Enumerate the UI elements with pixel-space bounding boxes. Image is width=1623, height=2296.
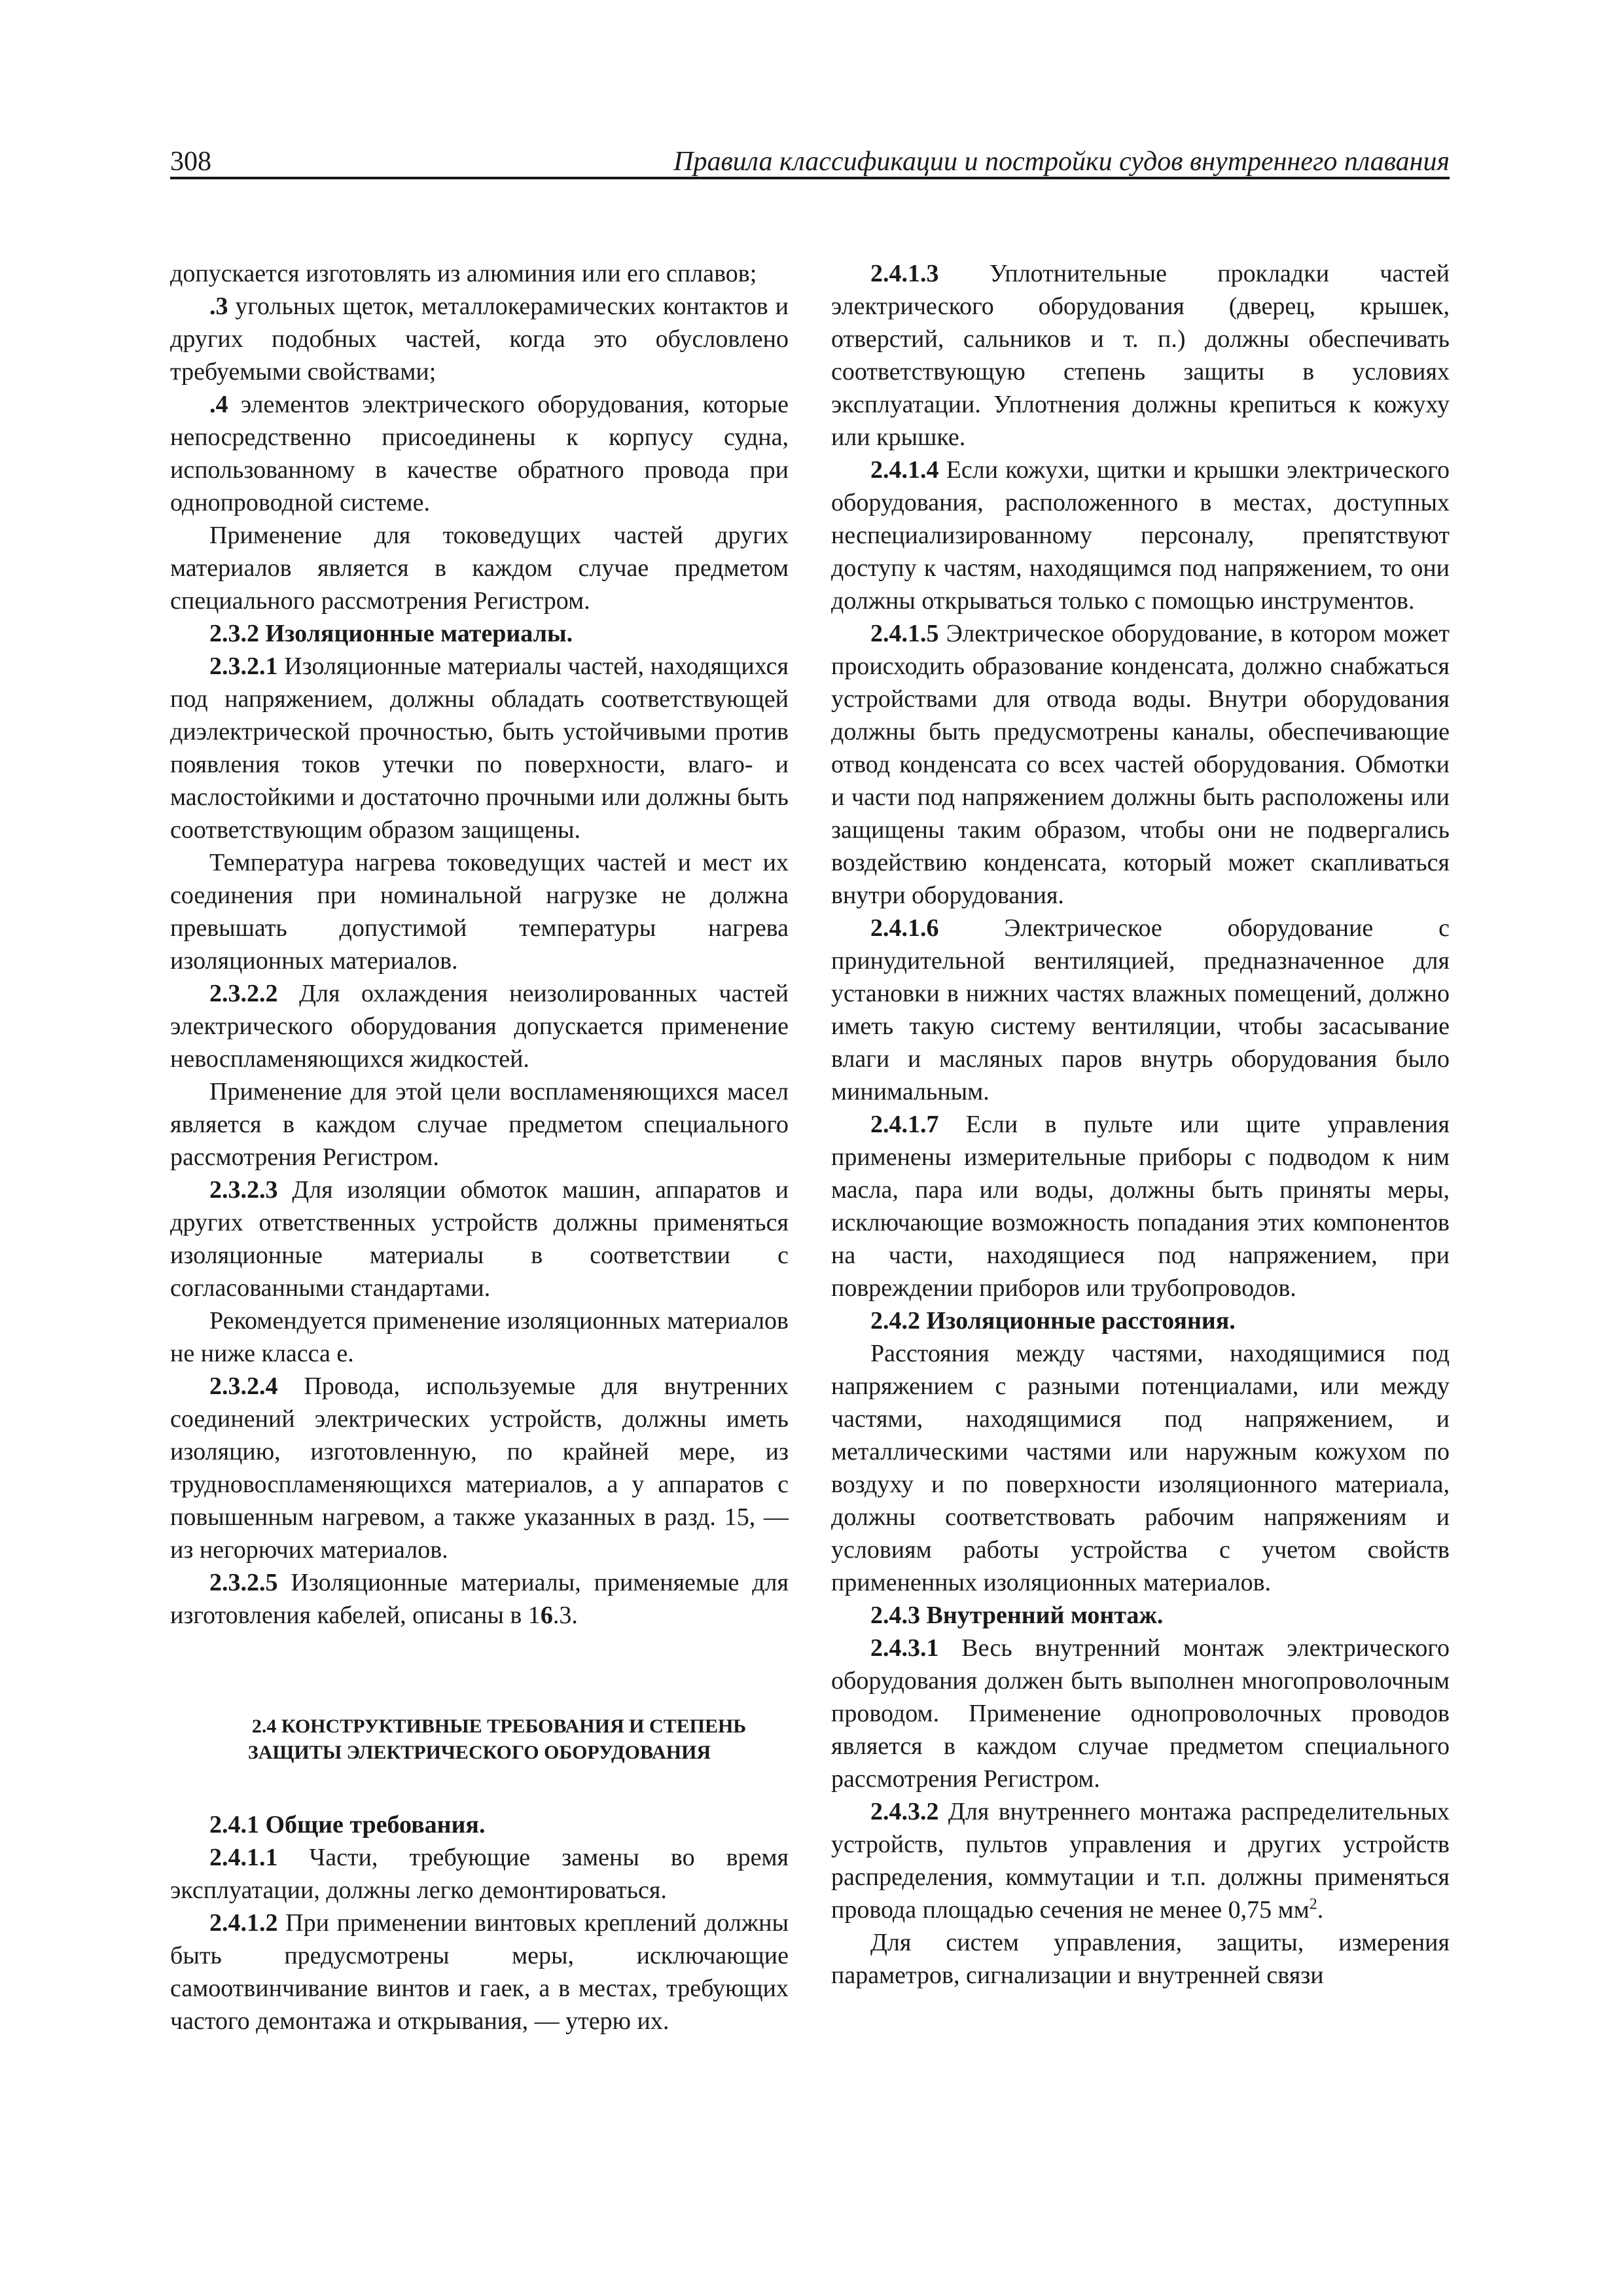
clause: 2.4.1.2 При применении винтовых креплений должны быть предусмотрены меры, исключающие самоотвинчивание винтов и гаек, а в местах, требующих частого демонтажа и открывания, — утерю их. [170,1909,789,2035]
clause: 2.4.1.6 Электрическое оборудование с принудительной вентиляцией, предназначенное для установки в нижних частях влажных помещений, должно иметь такую систему вентиляции, чтобы засасывание влаги и масляных паров внутрь оборудования было минимальным. [831,914,1450,1105]
subsection-heading: 2.4.3 Внутренний монтаж. [870,1602,1164,1629]
paragraph: Рекомендуется применение изоляционных материалов не ниже класса е. [170,1307,789,1367]
clause: 2.3.2.1 Изоляционные материалы частей, находящихся под напряжением, должны обладать соответствующей диэлектрической прочностью, быть устойчивыми против появления токов утечки по поверхности, влаго- и маслостойкими и достаточно прочными или должны быть соответствующим образом защищены. [170,653,789,844]
list-item: .3 угольных щеток, металлокерамических контактов и других подобных частей, когда это обусловлено требуемыми свойствами; [170,293,789,386]
left-column [170,257,789,2037]
clause: 2.4.1.1 Части, требующие замены во время эксплуатации, должны легко демонтироваться. [170,1844,789,1904]
clause: 2.4.1.3 Уплотнительные прокладки частей электрического оборудования (дверец, крышек, отверстий, сальников и т. п.) должны обеспечивать соответствующую степень защиты в условиях эксплуатации. Уплотнения должны крепиться к кожуху или крышке. [831,260,1450,451]
clause: 2.4.1.5 Электрическое оборудование, в котором может происходить образование конденсата, должно снабжаться устройствами для отвода воды. Внутри оборудования должны быть предусмотрены каналы, обеспечивающие отвод конденсата со всех частей оборудования. Обмотки и части под напряжением должны быть расположены или защищены таким образом, чтобы они не подвергались воздействию конденсата, который может скапливаться внутри оборудования. [831,620,1450,909]
clause: 2.4.3.1 Весь внутренний монтаж электрического оборудования должен быть выполнен многопроволочным проводом. Применение однопроволочных проводов является в каждом случае предметом специального рассмотрения Регистром. [831,1634,1450,1793]
clause: 2.3.2.3 Для изоляции обмоток машин, аппаратов и других ответственных устройств должны применяться изоляционные материалы в соответствии с согласованными стандартами. [170,1176,789,1302]
paragraph: Применение для этой цели воспламеняющихся масел является в каждом случае предметом специального рассмотрения Регистром. [170,1078,789,1171]
clause: 2.4.1.4 Если кожухи, щитки и крышки электрического оборудования, расположенного в местах, доступных неспециализированному персоналу, препятствуют доступу к частям, находящимся под напряжением, то они должны открываться только с помощью инструментов. [831,456,1450,615]
section-title: 2.4 КОНСТРУКТИВНЫЕ ТРЕБОВАНИЯ И СТЕПЕНЬ ЗАЩИТЫ ЭЛЕКТРИЧЕСКОГО ОБОРУДОВАНИЯ [247,1715,747,1763]
paragraph: допускается изготовлять из алюминия или его сплавов; [170,260,757,287]
subsection-heading: 2.4.2 Изоляционные расстояния. [870,1307,1236,1335]
clause: 2.4.1.7 Если в пульте или щите управления применены измерительные приборы с подводом к ним масла, пара или воды, должны быть приняты меры, исключающие возможность попадания этих компонентов на части, находящиеся под напряжением, при повреждении приборов или трубопроводов. [831,1111,1450,1302]
right-column [831,257,1450,1992]
page-number: 308 [170,147,211,177]
paragraph: Температура нагрева токоведущих частей и мест их соединения при номинальной нагрузке не должна превышать допустимой температуры нагрева изоляционных материалов. [170,849,789,975]
subsection-heading: 2.3.2 Изоляционные материалы. [209,620,573,647]
clause: 2.3.2.4 Провода, используемые для внутренних соединений электрических устройств, должны иметь изоляцию, изготовленную, по крайней мере, из трудновоспламеняющихся материалов, а у аппаратов с повышенным нагревом, а также указанных в разд. 15, — из негорючих материалов. [170,1372,789,1564]
paragraph: Применение для токоведущих частей других материалов является в каждом случае предметом специального рассмотрения Регистром. [170,522,789,615]
header-rule [170,177,1450,179]
clause: 2.3.2.5 Изоляционные материалы, применяемые для изготовления кабелей, описаны в 16.3. [170,1569,789,1629]
clause: 2.3.2.2 Для охлаждения неизолированных частей электрического оборудования допускается применение невоспламеняющихся жидкостей. [170,980,789,1073]
clause: 2.4.3.2 Для внутреннего монтажа распределительных устройств, пультов управления и других устройств распределения, коммутации и т.п. должны применяться провода площадью сечения не менее 0,75 $мм^2$. [831,1798,1450,1924]
running-title: Правила классификации и постройки судов внутреннего плавания [673,147,1450,177]
list-item: .4 элементов электрического оборудования, которые непосредственно присоединены к корпусу судна, использованному в качестве обратного провода при однопроводной системе. [170,391,789,516]
paragraph: Расстояния между частями, находящимися под напряжением с разными потенциалами, или между частями, находящимися под напряжением, и металлическими частями или наружным кожухом по воздуху и по поверхности изоляционного материала, должны соответствовать рабочим напряжениям и условиям работы устройства с учетом свойств примененных изоляционных материалов. [831,1340,1450,1596]
paragraph: Для систем управления, защиты, измерения параметров, сигнализации и внутренней связи [831,1929,1450,1989]
subsection-heading: 2.4.1 Общие требования. [209,1811,486,1839]
